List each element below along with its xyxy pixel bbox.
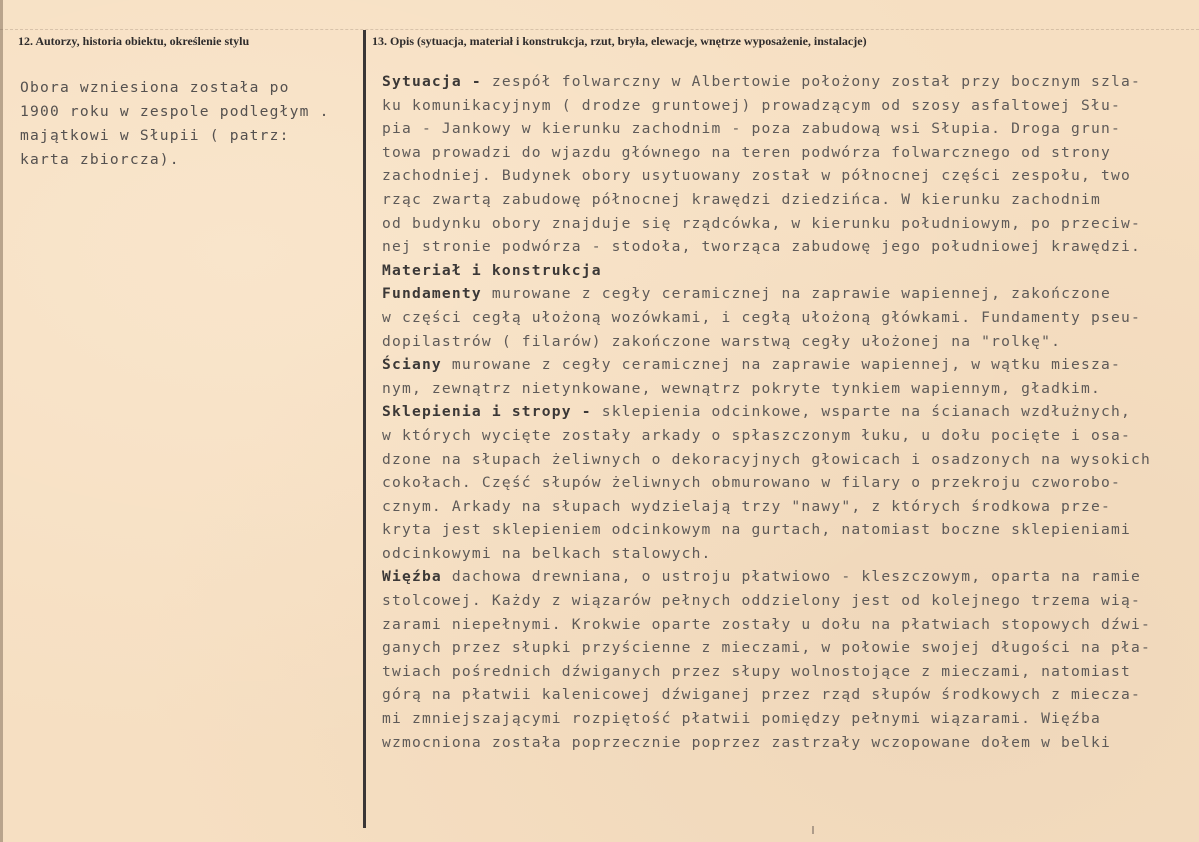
body-text: górą na płatwii kalenicowej dźwiganej przez rząd słupów środkowych z miecza- [382, 686, 1141, 704]
body-text: sklepienia odcinkowe, wsparte na ścianach wzdłużnych, [591, 403, 1131, 421]
description-line [382, 141, 1151, 165]
description-line [382, 330, 1151, 354]
top-rule [0, 29, 1199, 30]
description-line [382, 613, 1151, 637]
subheading-text: Materiał i konstrukcja [382, 261, 602, 279]
subheading-text: Więźba [382, 568, 442, 586]
body-text: dopilastrów ( filarów) zakończone warstwą cegły ułożonej na "rolkę". [382, 332, 1062, 350]
description-line [382, 707, 1151, 731]
body-text: mi zmniejszającymi rozpiętość płatwii pomiędzy pełnymi wiązarami. Więźba [382, 710, 1102, 728]
section-12-header: 12. Autorzy, historia obiektu, określenie stylu [18, 34, 250, 48]
description-line [382, 565, 1151, 589]
description-line [382, 212, 1151, 236]
subheading-text: Sklepienia i stropy - [382, 403, 592, 421]
description-line [382, 471, 1151, 495]
description-line [382, 424, 1151, 448]
body-text: stolcowej. Każdy z wiązarów pełnych oddzielony jest od kolejnego trzema wią- [382, 592, 1141, 610]
description-line [382, 448, 1151, 472]
body-text: nej stronie podwórza - stodoła, tworząca zabudowę jego południowej krawędzi. [382, 238, 1141, 256]
section-13-header: 13. Opis (sytuacja, materiał i konstrukcja, rzut, bryła, elewacje, wnętrze wyposażenie, instalacje) [372, 34, 867, 48]
description-line [382, 660, 1151, 684]
history-line: majątkowi w Słupii ( patrz: [20, 127, 290, 144]
subheading-text: Fundamenty [382, 285, 482, 303]
description-line [382, 518, 1151, 542]
body-text: twiach pośrednich dźwiganych przez słupy wolnostojące z mieczami, natomiast [382, 662, 1131, 680]
body-text: kryta jest sklepieniem odcinkowym na gurtach, natomiast boczne sklepieniami [382, 521, 1131, 539]
description-line [382, 377, 1151, 401]
description-line [382, 306, 1151, 330]
body-text: murowane z cegły ceramicznej na zaprawie wapiennej, w wątku miesza- [441, 356, 1121, 374]
body-text: w części cegłą ułożoną wozówkami, i cegłą ułożoną główkami. Fundamenty pseu- [382, 308, 1141, 326]
description-text [382, 70, 1151, 754]
divider-tail [812, 826, 814, 834]
description-line [382, 495, 1151, 519]
body-text: wzmocniona została poprzecznie poprzez zastrzały wczopowane dołem w belki [382, 733, 1111, 751]
description-line [382, 542, 1151, 566]
body-text: cznym. Arkady na słupach wydzielają trzy "nawy", z których środkowa prze- [382, 497, 1111, 515]
body-text: odcinkowymi na belkach stalowych. [382, 544, 712, 562]
description-line [382, 259, 1151, 283]
description-line [382, 94, 1151, 118]
body-text: ku komunikacyjnym ( drodze gruntowej) prowadzącym od szosy asfaltowej Słu- [382, 96, 1121, 114]
description-line [382, 731, 1151, 755]
body-text: murowane z cegły ceramicznej na zaprawie wapiennej, zakończone [481, 285, 1112, 303]
subheading-text: Sytuacja - [382, 73, 482, 90]
body-text: dzone na słupach żeliwnych o dekoracyjnych głowicach i osadzonych na wysokich [382, 450, 1151, 468]
description-line [382, 400, 1151, 424]
description-line [382, 235, 1151, 259]
body-text: cokołach. Część słupów żeliwnych obmurowano w filary o przekroju czworobo- [382, 474, 1121, 492]
history-line: Obora wzniesiona została po [20, 79, 290, 96]
column-divider [363, 30, 366, 828]
body-text: nym, zewnątrz nietynkowane, wewnątrz pokryte tynkiem wapiennym, gładkim. [382, 379, 1102, 397]
history-text [20, 76, 330, 172]
description-line [382, 70, 1151, 94]
subheading-text: Ściany [382, 356, 442, 374]
description-line [382, 636, 1151, 660]
body-text: w których wycięte zostały arkady o spłaszczonym łuku, u dołu pocięte i osa- [382, 426, 1131, 444]
history-line: 1900 roku w zespole podległym . [20, 103, 330, 120]
body-text: pia - Jankowy w kierunku zachodnim - poza zabudową wsi Słupia. Droga grun- [382, 120, 1121, 138]
description-line [382, 282, 1151, 306]
description-line [382, 353, 1151, 377]
description-line [382, 164, 1151, 188]
description-line [382, 589, 1151, 613]
body-text: rząc zwartą zabudowę północnej krawędzi dziedzińca. W kierunku zachodnim [382, 190, 1102, 208]
body-text: zachodniej. Budynek obory usytuowany został w północnej części zespołu, two [382, 167, 1131, 185]
body-text: zespół folwarczny w Albertowie położony został przy bocznym szla- [481, 73, 1141, 90]
description-line [382, 683, 1151, 707]
history-line: karta zbiorcza). [20, 151, 180, 168]
paper-edge [0, 0, 3, 842]
body-text: dachowa drewniana, o ustroju płatwiowo - kleszczowym, oparta na ramie [441, 568, 1141, 586]
body-text: towa prowadzi do wjazdu głównego na teren podwórza folwarcznego od strony [382, 143, 1111, 161]
body-text: ganych przez słupki przyścienne z mieczami, w połowie swojej długości na pła- [382, 639, 1151, 657]
description-line [382, 188, 1151, 212]
description-line [382, 117, 1151, 141]
body-text: zarami niepełnymi. Krokwie oparte zostały u dołu na płatwiach stopowych dźwi- [382, 615, 1151, 633]
body-text: od budynku obory znajduje się rządcówka, w kierunku południowym, po przeciw- [382, 214, 1141, 232]
